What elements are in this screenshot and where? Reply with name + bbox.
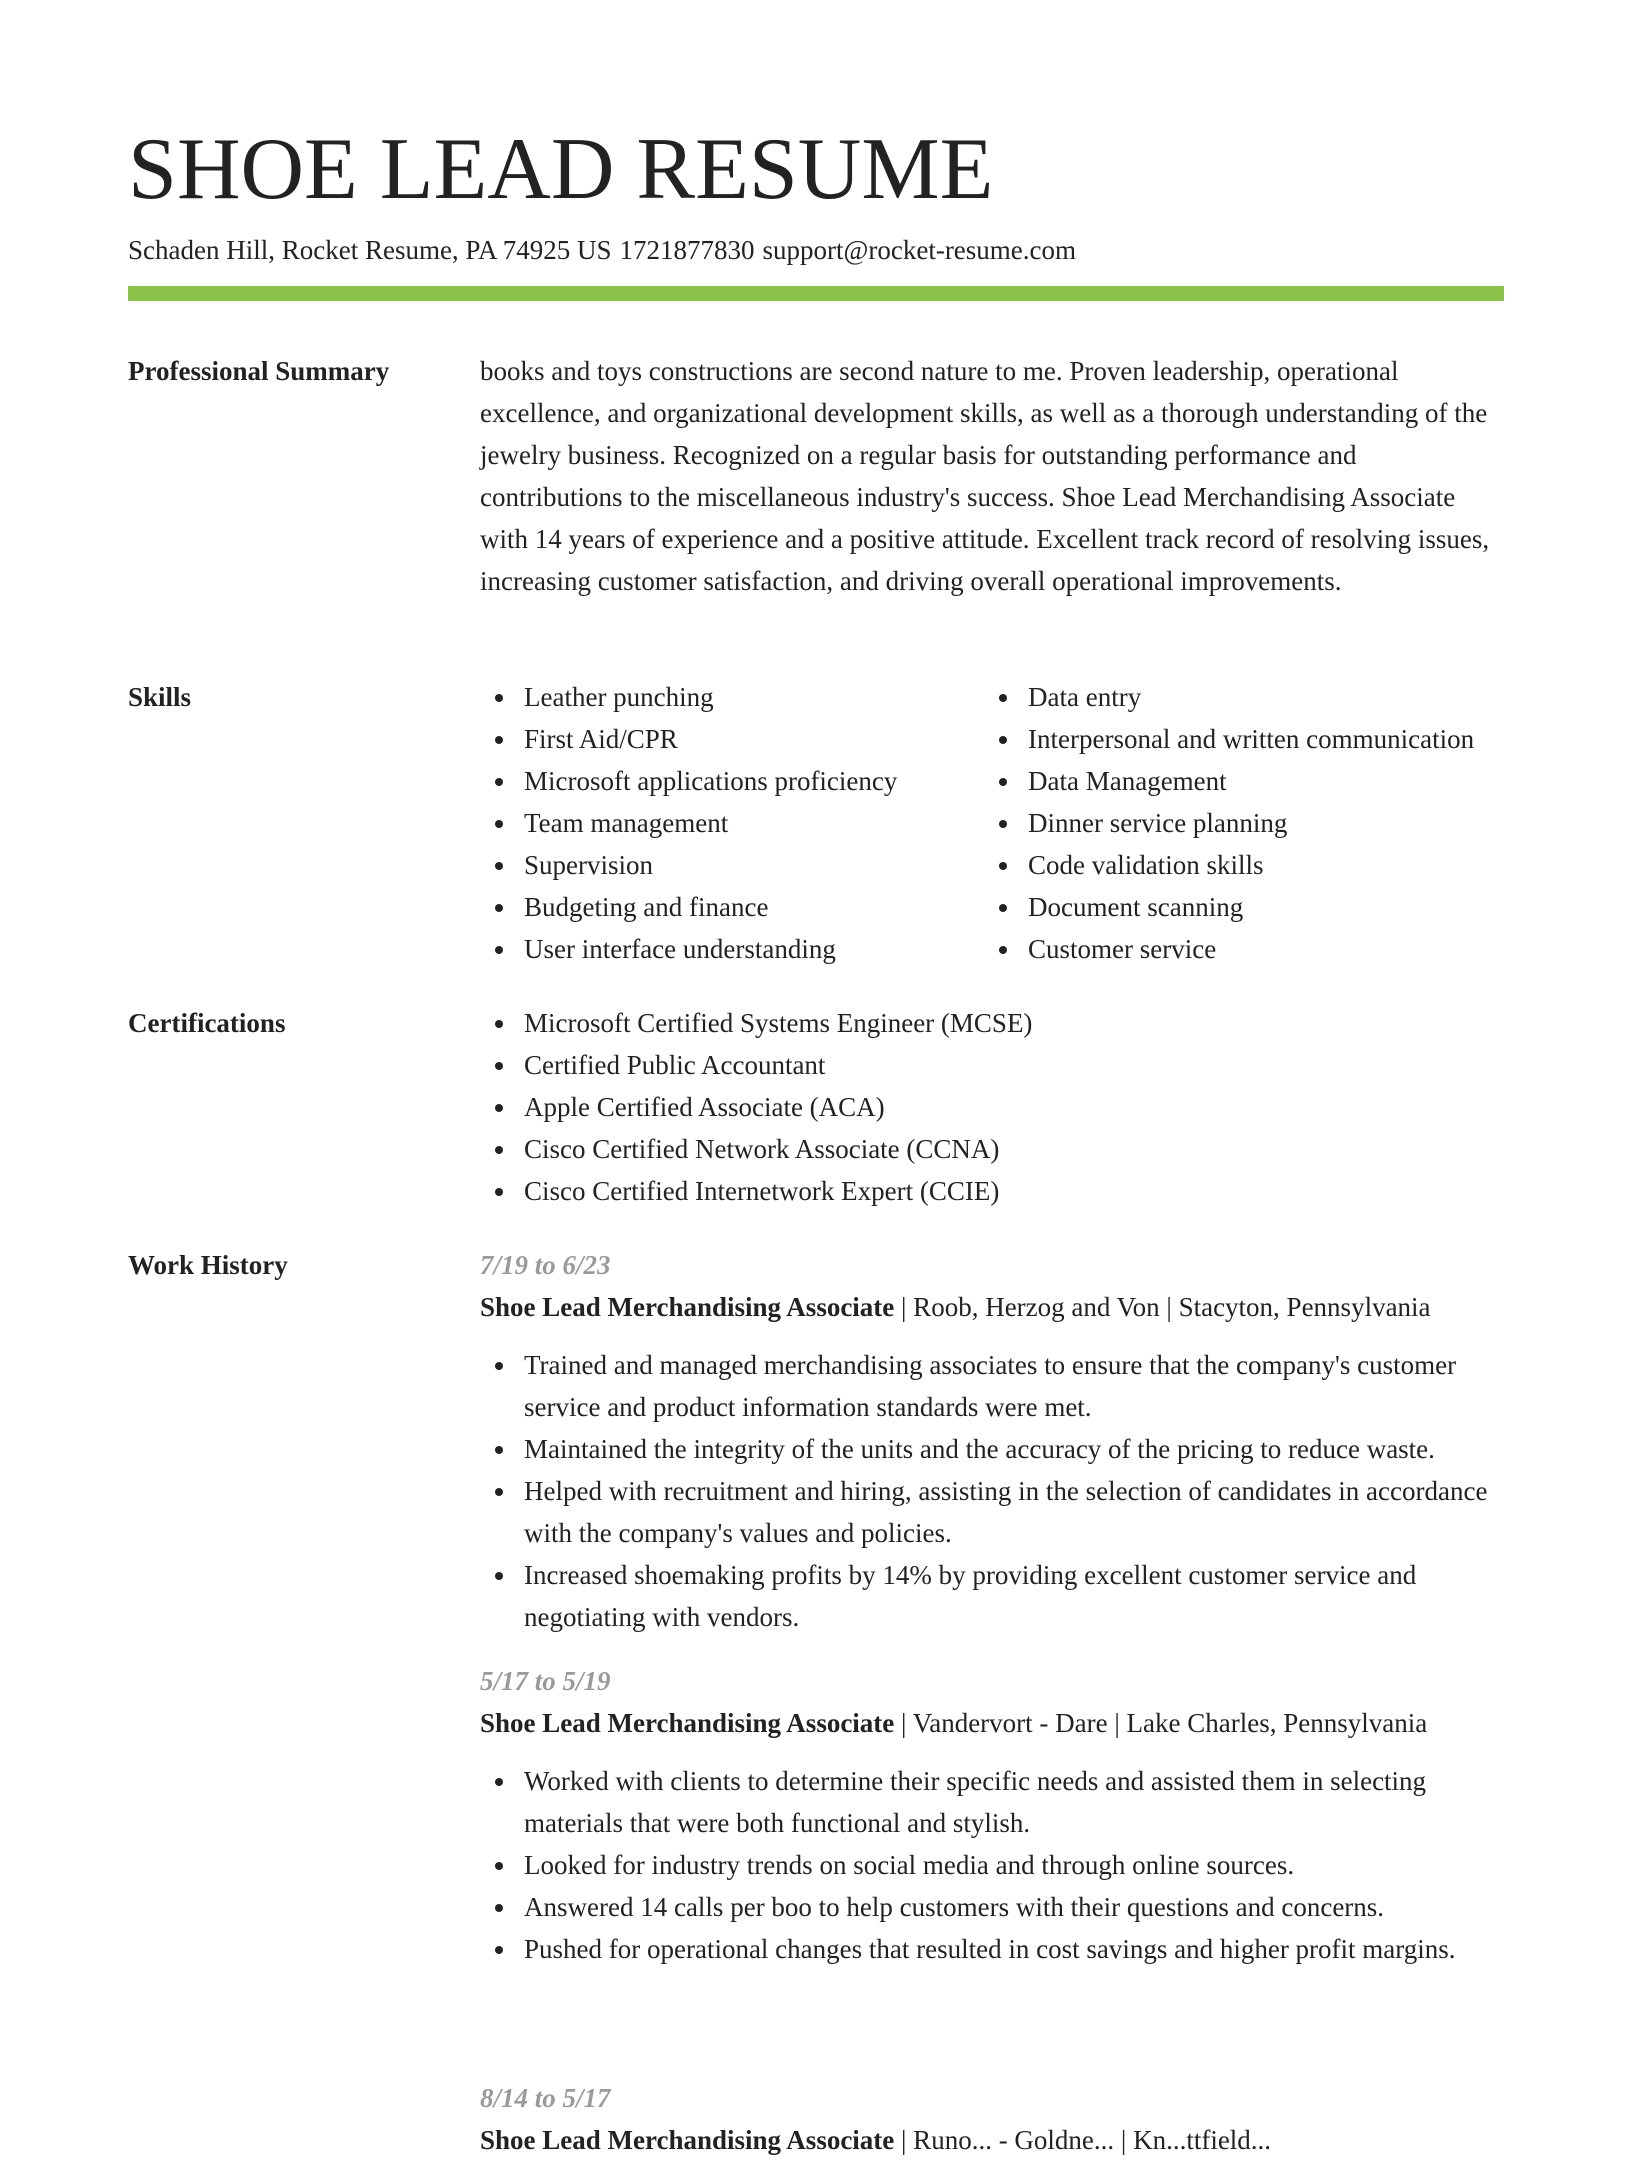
job-dates: 7/19 to 6/23 [480,1250,611,1280]
skill-item: Microsoft applications proficiency [524,760,1024,802]
job-bullet: Maintained the integrity of the units and the accuracy of the pricing to reduce waste. [524,1428,1504,1470]
skill-item: Code validation skills [1028,844,1568,886]
skill-item: Dinner service planning [1028,802,1568,844]
certifications-label: Certifications [128,1008,286,1038]
skill-item: Team management [524,802,1024,844]
job-title: Shoe Lead Merchandising Associate [480,2125,895,2155]
skills-list-column-2 [984,676,1568,970]
skills-label: Skills [128,682,192,712]
skill-item: Data Management [1028,760,1568,802]
contact-phone: 1721877830 [619,235,755,265]
job-entry [480,1660,1504,1970]
certification-item: Apple Certified Associate (ACA) [524,1086,1504,1128]
header-accent-bar [128,286,1504,301]
skill-item: Document scanning [1028,886,1568,928]
job-responsibilities [480,1760,1504,1970]
job-entry [480,2077,1504,2177]
certifications-body [480,1002,1504,1212]
job-title: Shoe Lead Merchandising Associate [480,1708,895,1738]
contact-address: Schaden Hill, Rocket Resume, PA 74925 US [128,235,612,265]
job-bullet: Trained and managed merchandising associates to ensure that the company's customer service and product information standards were met. [524,1344,1504,1428]
certification-item: Cisco Certified Network Associate (CCNA) [524,1128,1504,1170]
job-company-location: | Runo... - Goldne... | Kn...ttfield... [894,2125,1272,2155]
summary-label: Professional Summary [128,356,390,386]
summary-text: books and toys constructions are second nature to me. Proven leadership, operational excellence, and organizational development skills, as well as a thorough understanding of the jewelry business. Recognized on a regular basis for outstanding performance and contributions to the miscellaneous industry's success. Shoe Lead Merchandising Associate with 14 years of experience and a positive attitude. Excellent track record of resolving issues, increasing customer satisfaction, and driving overall operational improvements. [480,356,1490,596]
resume-title: SHOE LEAD RESUME [128,121,994,218]
job-dates: 5/17 to 5/19 [480,1666,611,1696]
job-heading [480,1286,1504,1328]
certification-item: Certified Public Accountant [524,1044,1504,1086]
skill-item: Supervision [524,844,1024,886]
skill-item: Customer service [1028,928,1568,970]
job-company-location: | Roob, Herzog and Von | Stacyton, Pennsylvania [894,1292,1431,1322]
job-bullet: Looked for industry trends on social media and through online sources. [524,1844,1504,1886]
job-bullet: Worked with clients to determine their specific needs and assisted them in selecting materials that were both functional and stylish. [524,1760,1504,1844]
certification-item: Microsoft Certified Systems Engineer (MCSE) [524,1002,1504,1044]
work-history-label: Work History [128,1250,288,1280]
certification-item: Cisco Certified Internetwork Expert (CCIE) [524,1170,1504,1212]
certifications-list [480,1002,1504,1212]
job-heading [480,2119,1504,2161]
job-bullet: Pushed for operational changes that resulted in cost savings and higher profit margins. [524,1928,1504,1970]
job-title: Shoe Lead Merchandising Associate [480,1292,895,1322]
summary-body [480,350,1504,602]
skill-item: User interface understanding [524,928,1024,970]
skill-item: Data entry [1028,676,1568,718]
skill-item: First Aid/CPR [524,718,1024,760]
skills-list-column-1 [480,676,1024,970]
job-company-location: | Vandervort - Dare | Lake Charles, Pennsylvania [894,1708,1428,1738]
resume-page [128,0,1504,2155]
job-responsibilities [480,1344,1504,1638]
job-bullet: Increased shoemaking profits by 14% by providing excellent customer service and negotiating with vendors. [524,1554,1504,1638]
job-bullet: Answered 14 calls per boo to help customers with their questions and concerns. [524,1886,1504,1928]
job-entry [480,1244,1504,1638]
job-dates: 8/14 to 5/17 [480,2083,611,2113]
skill-item: Leather punching [524,676,1024,718]
job-heading [480,1702,1504,1744]
skill-item: Interpersonal and written communication [1028,718,1568,760]
job-bullet: Helped with recruitment and hiring, assisting in the selection of candidates in accordance with the company's values and policies. [524,1470,1504,1554]
contact-line [128,232,1076,268]
skill-item: Budgeting and finance [524,886,1024,928]
contact-email: support@rocket-resume.com [762,235,1077,265]
